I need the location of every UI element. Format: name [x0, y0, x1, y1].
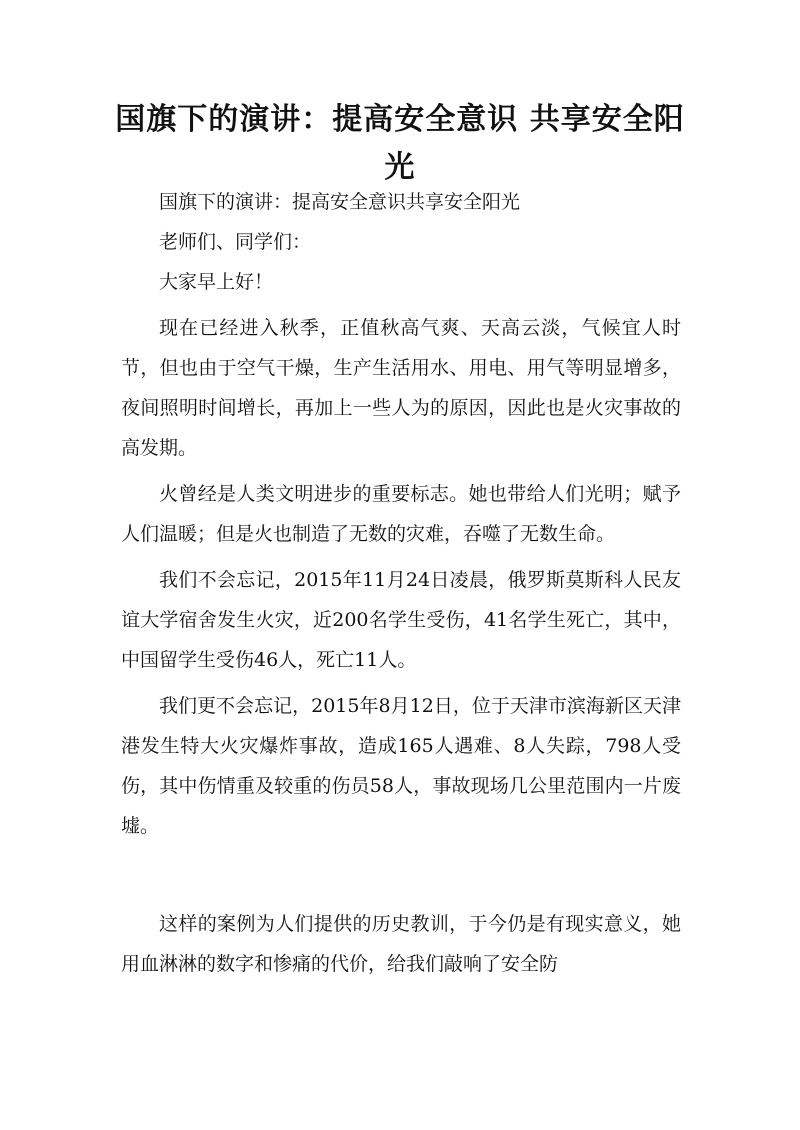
paragraph-greeting: 大家早上好！ [159, 271, 274, 293]
paragraph-lesson: 这样的案例为人们提供的历史教训，于今仍是有现实意义，她用血淋淋的数字和惨痛的代价，给我们敲响了安全防 [121, 913, 681, 975]
paragraph-subtitle: 国旗下的演讲：提高安全意识共享安全阳光 [159, 191, 521, 213]
paragraph-salutation: 老师们、同学们： [159, 231, 312, 253]
paragraph-autumn: 现在已经进入秋季，正值秋高气爽、天高云淡，气候宜人时节，但也由于空气干燥，生产生活用水、用电、用气等明显增多，夜间照明时间增长，再加上一些人为的原因，因此也是火灾事故的高发期。 [121, 317, 681, 459]
paragraph-tianjin: 我们更不会忘记，2015年8月12日，位于天津市滨海新区天津港发生特大火灾爆炸事故，造成165人遇难、8人失踪，798人受伤，其中伤情重及较重的伤员58人，事故现场几公里范围内一片废墟。 [121, 695, 681, 837]
document-title: 国旗下的演讲：提高安全意识 共享安全阳光 [115, 102, 685, 185]
paragraph-moscow: 我们不会忘记，2015年11月24日凌晨，俄罗斯莫斯科人民友谊大学宿舍发生火灾，近200名学生受伤，41名学生死亡，其中，中国留学生受伤46人，死亡11人。 [121, 569, 681, 671]
paragraph-fire: 火曾经是人类文明进步的重要标志。她也带给人们光明；赋予人们温暖；但是火也制造了无数的灾难，吞噬了无数生命。 [121, 483, 681, 545]
document-body [121, 182, 681, 984]
